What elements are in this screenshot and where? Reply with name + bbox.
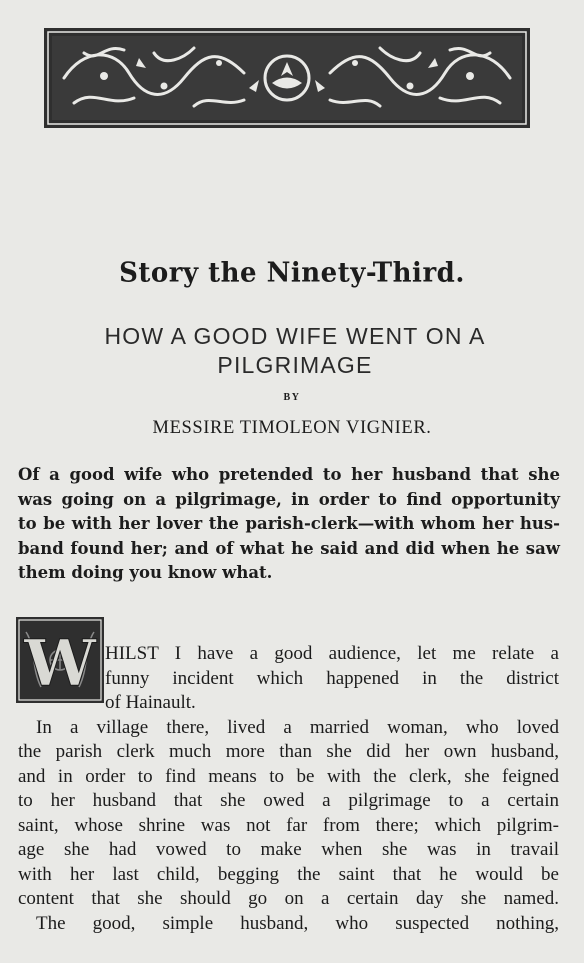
- body-line: of Hainault.: [105, 692, 196, 713]
- story-heading: Story the Ninety-Third.: [119, 257, 465, 289]
- summary-line: to be with her lover the parish-clerk—with whom her hus-: [18, 514, 560, 534]
- title-line: HOW A GOOD WIFE WENT ON A: [104, 323, 486, 349]
- body-line: and in order to find means to be with the clerk, she feigned: [18, 765, 559, 787]
- body-line: to her husband that she owed a pilgrimage to a certain: [18, 790, 559, 811]
- ornamental-headpiece-icon: [44, 28, 530, 128]
- summary-line: Of a good wife who pretended to her husband that she: [18, 465, 560, 484]
- body-line: the parish clerk much more than she did her own husband,: [18, 741, 559, 762]
- summary-line: was going on a pilgrimage, in order to find opportunity: [18, 489, 560, 509]
- body-line: funny incident which happened in the district: [105, 667, 559, 689]
- body-line: In a village there, lived a married woman, who loved: [36, 716, 559, 738]
- body-line: HILST I have a good audience, let me relate a: [105, 643, 559, 664]
- title-line: PILGRIMAGE: [217, 352, 373, 378]
- body-line: saint, whose shrine was not far from there; which pilgrim-: [18, 814, 559, 836]
- body-line: The good, simple husband, who suspected nothing,: [36, 912, 559, 934]
- summary-line: them doing you know what.: [18, 563, 273, 583]
- summary-line: band found her; and of what he said and did when he saw: [18, 538, 560, 558]
- story-body: [18, 642, 559, 936]
- page-title: [40, 322, 550, 380]
- by-label: BY: [283, 392, 301, 403]
- author-name: MESSIRE TIMOLEON VIGNIER.: [152, 418, 432, 438]
- dropcap-letter: W: [24, 626, 96, 701]
- body-line: age she had vowed to make when she was in travail: [18, 839, 559, 860]
- body-line: with her last child, begging the saint that he would be: [18, 863, 559, 885]
- body-line: content that she should go on a certain day she named.: [18, 888, 559, 909]
- chapter-summary: [18, 463, 560, 586]
